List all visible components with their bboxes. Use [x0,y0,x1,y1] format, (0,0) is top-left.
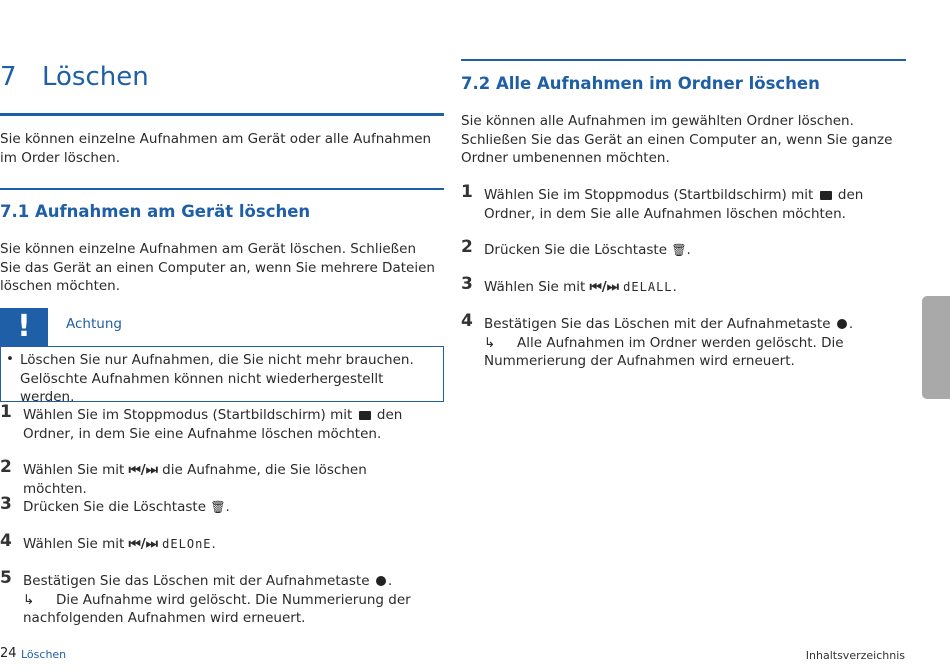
trash-icon: 🗑 [671,243,687,257]
step-text: . [211,536,216,552]
footer-section-link[interactable]: Löschen [21,648,67,661]
step-number: 5 [0,568,12,588]
note-label: Achtung [66,316,122,332]
folder-icon [359,411,371,420]
section-7-1-text: Sie können einzelne Aufnahmen am Gerät löschen. Schließen Sie das Gerät an einen Computer an, wenn Sie mehrere Dateien löschen möchten. [0,241,435,294]
step-text: . [672,279,677,295]
step-text: die Aufnahme, die Sie löschen möchten. [23,462,367,497]
folder-icon [820,191,832,200]
step-number: 2 [461,237,473,257]
bullet-icon: • [6,351,14,367]
chapter-side-tab [922,296,950,399]
record-icon [837,319,847,329]
lcd-display-text: dELOnE [162,537,212,551]
step-text: . [387,573,393,589]
exclamation-icon: ! [0,308,48,346]
result-arrow-icon: ↳ [23,591,35,608]
step-number: 1 [0,402,12,422]
skip-keys-icon: ⏮/⏭ [128,462,158,478]
step-text: Wählen Sie im Stoppmodus (Startbildschirm) mit [23,407,353,423]
chapter-title-text: Löschen [42,62,149,92]
section-divider [0,188,444,190]
trash-icon: 🗑 [210,500,226,514]
record-icon [376,576,386,586]
section-7-2-text: Sie können alle Aufnahmen im gewählten Ordner löschen. Schließen Sie das Gerät an einen Computer an, wenn Sie ganze Ordner umbenennen möchten. [461,113,893,166]
step-result: Alle Aufnahmen im Ordner werden gelöscht. Die Nummerierung der Aufnahmen wird erneuert. [484,334,844,369]
note-body [0,346,444,405]
step-number: 4 [461,311,473,331]
step-text: Bestätigen Sie das Löschen mit der Aufnahmetaste [23,573,370,589]
skip-keys-icon: ⏮/⏭ [128,536,158,552]
chapter-number: 7 [0,62,17,92]
section-divider [461,59,906,61]
skip-keys-icon: ⏮/⏭ [589,279,619,295]
step-text: . [686,242,691,258]
step-text: Wählen Sie im Stoppmodus (Startbildschirm) mit [484,187,814,203]
step-text: Wählen Sie mit [484,279,586,295]
step-text: Drücken Sie die Löschtaste [484,242,668,258]
chapter-divider [0,113,444,116]
section-title-7-1: 7.1 Aufnahmen am Gerät löschen [0,202,311,221]
chapter-title [0,62,149,92]
chapter-intro: Sie können einzelne Aufnahmen am Gerät oder alle Aufnahmen im Order löschen. [0,131,432,166]
step-number: 4 [0,531,12,551]
step-text: . [848,316,854,332]
step-number: 3 [0,494,12,514]
step-result: Die Aufnahme wird gelöscht. Die Nummerierung der nachfolgenden Aufnahmen wird erneuert. [23,591,411,626]
step-text: Drücken Sie die Löschtaste [23,499,207,515]
step-text: Bestätigen Sie das Löschen mit der Aufnahmetaste [484,316,831,332]
step-number: 3 [461,274,473,294]
page-number: 24 [0,646,17,661]
result-arrow-icon: ↳ [484,334,496,351]
step-text: Wählen Sie mit [23,536,125,552]
step-text: den Ordner, in dem Sie alle Aufnahmen löschen möchten. [484,187,864,222]
lcd-display-text: dELALL [623,280,673,294]
table-of-contents-link[interactable]: Inhaltsverzeichnis [805,649,905,662]
section-title-7-2: 7.2 Alle Aufnahmen im Ordner löschen [461,74,820,93]
step-text: . [225,499,230,515]
step-number: 2 [0,457,12,477]
note-text: Löschen Sie nur Aufnahmen, die Sie nicht mehr brauchen. Gelöschte Aufnahmen können nicht wiederhergestellt werden. [20,352,414,405]
step-number: 1 [461,182,473,202]
step-text: Wählen Sie mit [23,462,125,478]
step-text: den Ordner, in dem Sie eine Aufnahme löschen möchten. [23,407,403,442]
